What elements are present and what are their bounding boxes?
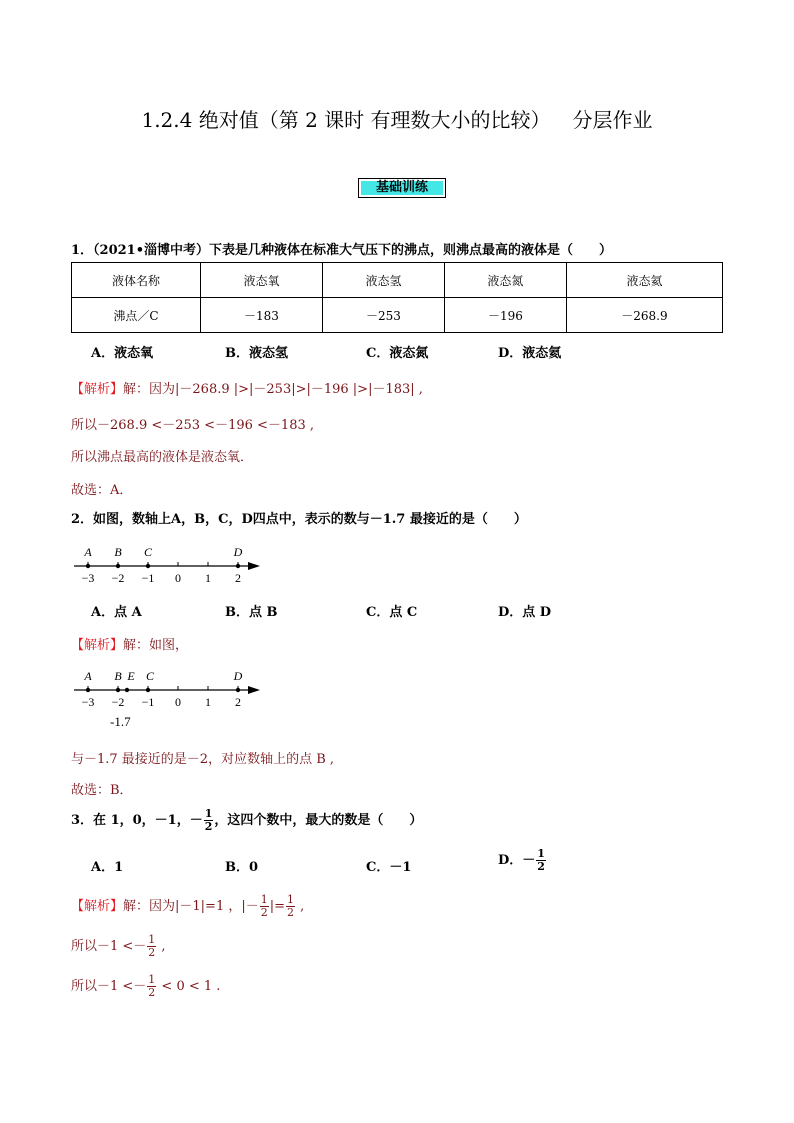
title-main: 1.2.4 绝对值（第 2 课时 有理数大小的比较）: [141, 108, 551, 132]
tick-label: 0: [175, 571, 181, 585]
q2-option-a: A．点 A: [91, 605, 142, 620]
point-marker: [86, 688, 90, 692]
table-cell: －268.9: [566, 298, 722, 333]
tick-label: −1: [141, 571, 155, 585]
q1-option-b: B．液态氢: [225, 346, 288, 361]
point-label: E: [127, 669, 135, 683]
fraction-half: $\frac{1}{2}$: [287, 893, 295, 919]
q3-option-b: B．0: [225, 860, 259, 875]
table-cell: 液态氧: [201, 263, 323, 298]
point-marker: [146, 564, 150, 568]
q1-analysis-line2: 所以－268.9 <－253 <－196 <－183 ,: [71, 418, 314, 433]
tick-label: −2: [111, 571, 125, 585]
q2-analysis-line2: 故选：B．: [71, 783, 133, 798]
tick-label: −3: [81, 571, 95, 585]
table-row: [72, 298, 723, 333]
point-label: C: [143, 545, 153, 559]
point-marker: [86, 564, 90, 568]
point-marker: [236, 564, 240, 568]
point-label: C: [145, 669, 155, 683]
table-cell: 沸点／C: [72, 298, 201, 333]
table-cell: －183: [201, 298, 323, 333]
section-label: 基础训练: [358, 178, 446, 198]
table-cell: －253: [322, 298, 444, 333]
tick-label: 1: [205, 571, 211, 585]
q3-option-a: A．1: [91, 860, 124, 875]
q1-analysis-line1: 【解析】解：因为|－268.9 |>|－253|>|－196 |>|－183| ,: [71, 382, 423, 397]
tick-label: 2: [235, 695, 241, 709]
q1-option-c: C．液态氮: [366, 346, 429, 361]
q2-analysis-line1: 与－1.7 最接近的是－2，对应数轴上的点 B ,: [71, 752, 335, 767]
q3-option-c: C．－1: [366, 860, 412, 875]
fraction-half: $\frac{1}{2}$: [204, 807, 213, 833]
q3-stem: 3．在 1，0，－1，－ $\frac{1}{2}$ ，这四个数中，最大的数是（ ）: [71, 807, 423, 833]
fraction-half: $\frac{1}{2}$: [148, 933, 156, 959]
q2-option-d: D．点 D: [498, 605, 552, 620]
tick-label: 1: [205, 695, 211, 709]
table-cell: 液态氦: [566, 263, 722, 298]
q2-analysis-intro: 【解析】解：如图，: [71, 638, 189, 653]
point-marker: [125, 688, 129, 692]
q2-option-b: B．点 B: [225, 605, 278, 620]
q1-stem: 1．（2021•淄博中考）下表是几种液体在标准大气压下的沸点，则沸点最高的液体是（ ）: [71, 243, 613, 258]
q3-analysis-line3: 所以－1 <－ $\frac{1}{2}$ < 0 < 1 .: [71, 973, 221, 999]
point-label: A: [84, 545, 92, 559]
q3-analysis-line2: 所以－1 <－ $\frac{1}{2}$ ,: [71, 933, 166, 959]
point-label: D: [233, 669, 243, 683]
number-line-figure-2: [66, 664, 276, 734]
point-marker: [236, 688, 240, 692]
tick-label: −1: [141, 695, 155, 709]
number-line-figure: [66, 538, 276, 590]
value-note: -1.7: [110, 714, 131, 729]
q3-option-d: D．－ $\frac{1}{2}$: [498, 847, 545, 873]
point-marker: [116, 688, 120, 692]
boiling-point-table: [71, 262, 723, 333]
fraction-half: $\frac{1}{2}$: [148, 973, 156, 999]
title-suffix: 分层作业: [572, 108, 653, 132]
table-cell: 液体名称: [72, 263, 201, 298]
page-title: [0, 104, 794, 133]
q2-stem: 2．如图，数轴上A，B，C，D四点中，表示的数与－1.7 最接近的是（ ）: [71, 512, 527, 527]
table-cell: －196: [444, 298, 566, 333]
point-marker: [116, 564, 120, 568]
fraction-half: $\frac{1}{2}$: [537, 847, 545, 873]
q1-analysis-line3: 所以沸点最高的液体是液态氧．: [71, 450, 254, 465]
point-label: B: [114, 545, 122, 559]
fraction-half: $\frac{1}{2}$: [260, 893, 268, 919]
table-row: [72, 263, 723, 298]
tick-label: −3: [81, 695, 95, 709]
point-label: B: [114, 669, 122, 683]
q2-option-c: C．点 C: [366, 605, 418, 620]
table-cell: 液态氢: [322, 263, 444, 298]
arrow-icon: [248, 562, 260, 570]
tick-label: 0: [175, 695, 181, 709]
point-marker: [146, 688, 150, 692]
q3-analysis-line1: 【解析】解：因为|－1|=1 ，|－ $\frac{1}{2}$ |= $\frac{1}{2}$ ,: [71, 893, 305, 919]
point-label: A: [84, 669, 92, 683]
arrow-icon: [248, 686, 260, 694]
q1-option-a: A．液态氧: [91, 346, 154, 361]
q1-option-d: D．液态氦: [498, 346, 562, 361]
table-cell: 液态氮: [444, 263, 566, 298]
tick-label: −2: [111, 695, 125, 709]
q1-analysis-line4: 故选：A．: [71, 483, 133, 498]
tick-label: 2: [235, 571, 241, 585]
point-label: D: [233, 545, 243, 559]
